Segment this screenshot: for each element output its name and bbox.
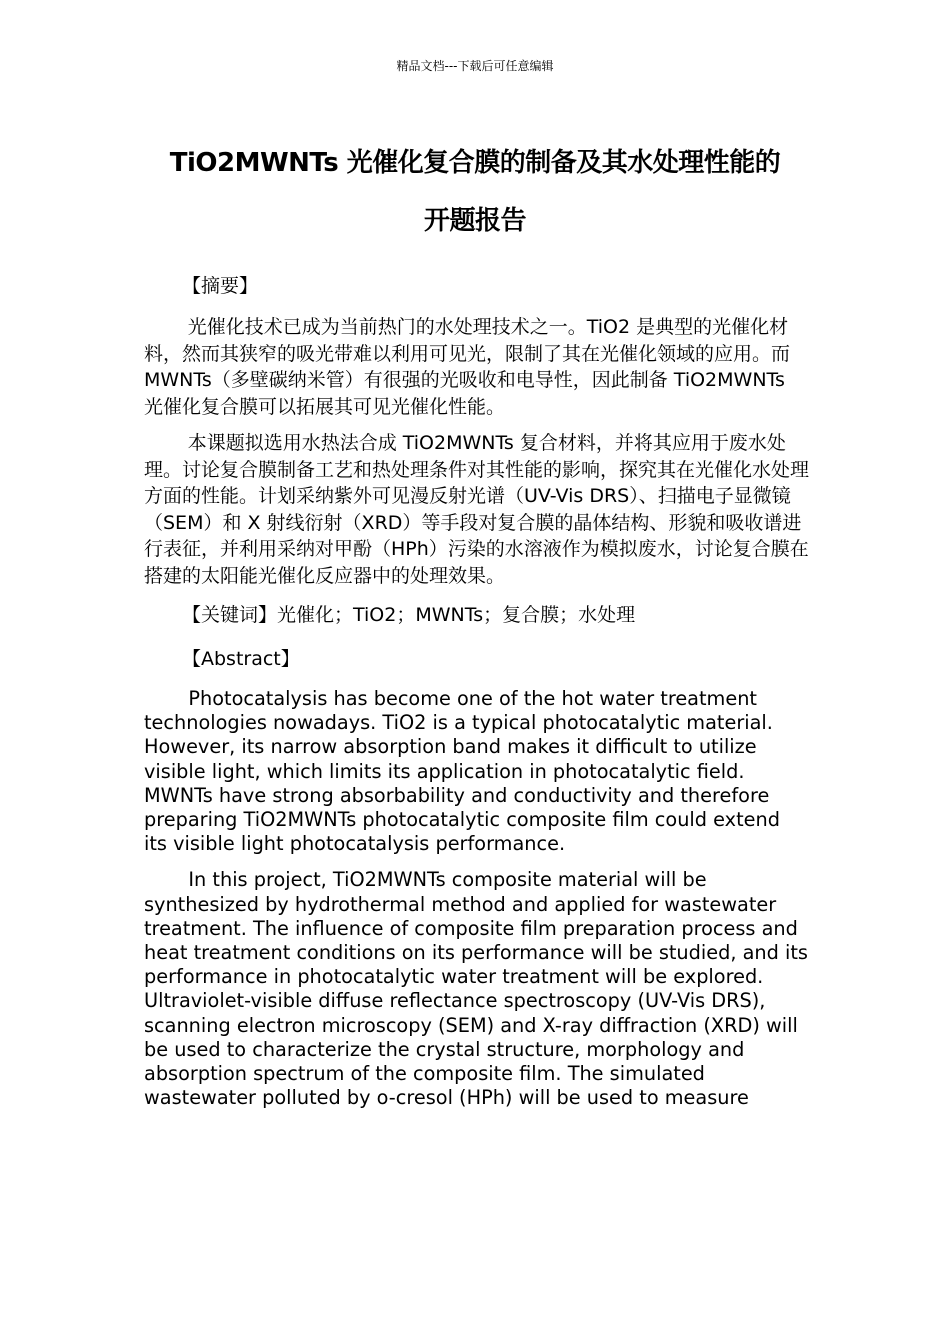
abstract-en-paragraph: In this project, TiO2MWNTs composite material will be synthesized by hydrothermal method and applied for wastewater treatment. The influence of composite film preparation process and heat treatment conditions on its performance will be studied, and its performance in photocatalytic water treatment will be explored. Ultraviolet-visible diffuse reflectance spectroscopy (UV-Vis DRS), scanning electron microscopy (SEM) and X-ray diffraction (XRD) will be used to characterize the crystal structure, morphology and absorption spectrum of the composite film. The simulated wastewater polluted by o-cresol (HPh) will be used to measure — [144, 868, 808, 1110]
document-title — [140, 134, 810, 250]
header-note: 精品文档---下载后可任意编辑 — [396, 59, 554, 73]
document-body — [144, 270, 809, 1122]
abstract-cn-paragraph: 光催化技术已成为当前热门的水处理技术之一。TiO2 是典型的光催化材料，然而其狭窄的吸光带难以利用可见光，限制了其在光催化领域的应用。而 MWNTs（多壁碳纳米管）有很强的光吸收和电导性，因此制备 TiO2MWNTs 光催化复合膜可以拓展其可见光催化性能。 — [144, 316, 791, 418]
abstract-en-heading: 【Abstract】 — [182, 648, 300, 670]
abstract-en-paragraph: Photocatalysis has become one of the hot water treatment technologies nowadays. TiO2 is a typical photocatalytic material. However, its narrow absorption band makes it difficult to utilize visible light, which limits its application in photocatalytic field. MWNTs have strong absorbability and conductivity and therefore preparing TiO2MWNTs photocatalytic composite film could extend its visible light photocatalysis performance. — [144, 687, 780, 856]
title-line-2: 开题报告 — [423, 206, 526, 236]
abstract-cn-heading: 【摘要】 — [182, 275, 259, 297]
keywords: 【关键词】光催化；TiO2；MWNTs；复合膜；水处理 — [182, 604, 636, 626]
title-line-1: TiO2MWNTs 光催化复合膜的制备及其水处理性能的 — [169, 148, 781, 178]
abstract-cn-paragraph: 本课题拟选用水热法合成 TiO2MWNTs 复合材料，并将其应用于废水处理。讨论复合膜制备工艺和热处理条件对其性能的影响，探究其在光催化水处理方面的性能。计划采纳紫外可见漫反射光谱（UV-Vis DRS）、扫描电子显微镜（SEM）和 X 射线衍射（XRD）等手段对复合膜的晶体结构、形貌和吸收谱进行表征，并利用采纳对甲酚（HPh）污染的水溶液作为模拟废水，讨论复合膜在搭建的太阳能光催化反应器中的处理效果。 — [144, 432, 810, 587]
